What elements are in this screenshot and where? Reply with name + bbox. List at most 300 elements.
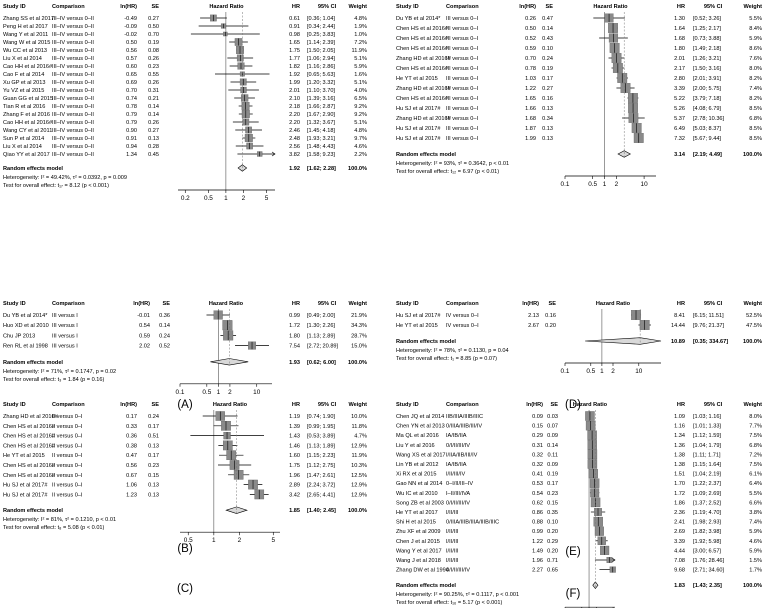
study-ln-hr: 1.06 [126,482,137,489]
study-weight: 12.9% [351,443,367,450]
study-weight: 7.4% [749,86,762,92]
x-axis-tick-label: 2 [614,181,619,188]
study-hr: 7.08 [674,558,685,564]
study-se: 0.27 [148,16,159,22]
study-ln-hr: 0.38 [126,443,137,450]
summary-hr: 1.85 [289,508,300,515]
study-ln-hr: 0.62 [532,500,543,507]
study-comparison: III–IV versus 0–II [52,128,94,134]
study-hr: 1.19 [289,414,300,420]
study-ln-hr: 0.50 [525,26,536,32]
header-weight: Weight [743,402,762,408]
study-comparison: III versus 0–I [446,106,479,112]
study-se: 0.14 [148,112,159,118]
study-weight: 3.8% [749,510,762,516]
study-weight: 6.6% [749,500,762,507]
study-hr: 2.18 [289,104,300,110]
study-ln-hr: 0.59 [139,333,150,340]
study-ln-hr: 2.27 [532,567,543,574]
study-comparison: II versus 0–I [52,453,83,460]
study-comparison: III–IV versus 0–II [52,64,94,70]
study-ci: [1.12; 2.75] [307,463,335,469]
study-weight: 47.5% [746,323,762,329]
summary-ci: [1.62; 2.28] [307,166,336,172]
x-axis-tick-label: 1 [212,537,216,545]
study-weight: 7.6% [749,56,762,62]
study-ci: [0.65; 5.63] [307,72,335,78]
study-se: 0.29 [547,538,558,545]
study-hr: 2.20 [289,120,300,126]
study-weight: 1.7% [749,567,762,574]
study-weight: 9.2% [354,104,367,110]
study-hr: 1.75 [289,463,300,469]
study-ln-hr: 0.69 [126,80,137,86]
study-se: 0.14 [159,323,170,330]
study-hr: 2.20 [289,112,300,118]
study-ci: [0.34; 2.44] [307,24,335,30]
study-ln-hr: 0.32 [532,452,543,459]
study-comparison: III–IV versus 0–II [52,32,94,38]
study-id: Zhu XF et al 2009 [396,529,441,536]
study-hr: 2.48 [289,136,300,142]
study-hr: 2.56 [289,144,300,150]
study-ln-hr: 0.17 [126,414,137,420]
study-ci: [1.82; 3.98] [693,529,721,536]
study-ln-hr: 0.79 [126,120,137,126]
header-se: SE [545,4,553,10]
study-ln-hr: 1.34 [126,152,137,158]
study-id: He YT et al 2017 [396,510,438,516]
study-comparison: I/II/III [446,558,459,564]
study-ci: [1.66; 2.87] [307,104,335,110]
study-ln-hr: 1.23 [126,492,137,499]
header-se: SE [548,301,556,307]
x-axis-tick-label: 0.5 [202,388,212,396]
study-ln-hr: 2.02 [139,343,150,350]
study-hr: 1.70 [674,481,685,488]
study-comparison: I/II/III [446,538,459,545]
study-weight: 7.2% [354,40,367,46]
study-se: 0.09 [547,433,558,440]
study-comparison: III versus 0–I [446,26,479,32]
panel-label: (C) [177,583,193,595]
study-hr: 1.96 [289,472,300,479]
study-id: Chen J et al 2015 [396,538,440,545]
header-study-id: Study ID [396,4,419,10]
study-comparison: IV versus 0–I [446,313,479,319]
study-ci: [1.39; 3.16] [307,96,335,102]
study-weight: 15.0% [351,343,367,350]
study-weight: 8.5% [749,106,762,112]
study-comparison: 0–I/II/III–IV [446,481,474,488]
study-ln-hr: 1.66 [525,106,536,112]
summary-label: Random effects model [396,339,456,345]
study-id: Chen HS et al 2016# [3,472,55,479]
study-ci: [0.49; 2.00] [307,313,335,319]
study-ci: [1.92; 5.98] [693,538,721,545]
study-hr: 1.43 [289,433,300,440]
x-axis-tick-label: 0.1 [560,368,570,375]
heterogeneity-text: Heterogeneity: I² = 49.42%, τ² = 0.0392, p = 0.009 [3,175,127,181]
x-axis-tick-label: 10 [253,388,261,396]
study-weight: 7.5% [749,462,762,468]
study-weight: 4.6% [354,144,367,150]
study-weight: 4.8% [354,16,367,22]
study-id: Cao HH et al 2016# [3,64,53,70]
study-weight: 8.5% [749,136,762,142]
study-ln-hr: 1.22 [525,86,536,92]
study-se: 0.17 [542,76,553,82]
study-ln-hr: 1.96 [532,558,543,564]
study-se: 0.47 [542,16,553,22]
study-se: 0.20 [547,548,558,555]
study-hr: 1.34 [674,433,685,440]
study-ln-hr: 0.79 [126,112,137,118]
forest-panel-a [3,4,367,411]
header-se: SE [151,4,159,10]
header-hr: HR [676,301,685,307]
study-hr: 3.39 [674,538,685,545]
study-ci: [4.08; 6.79] [693,106,721,112]
header-comparison: Comparison [446,4,479,10]
study-comparison: III versus 0–I [446,86,479,92]
study-ci: [1.25; 2.17] [693,26,721,32]
study-hr: 1.92 [289,72,300,78]
study-ci: [1.58; 9.23] [307,152,335,158]
study-se: 0.70 [148,32,159,38]
header-hr: HR [676,4,685,10]
study-hr: 1.60 [289,453,300,460]
heterogeneity-text: Heterogeneity: I² = 78%, τ² = 0.1130, p = 0.04 [396,348,509,354]
summary-hr: 1.83 [674,583,685,590]
study-se: 0.65 [547,567,558,574]
summary-hr: 1.93 [289,359,300,366]
header-comparison: Comparison [446,402,479,408]
study-id: Hu SJ et al 2017# [396,126,441,132]
study-ci: [1.50; 3.16] [693,66,721,72]
study-hr: 8.41 [674,313,685,319]
header-ln-hr: ln(HR) [519,4,536,10]
study-id: Wang J et al 2018 [396,558,441,564]
study-hr: 1.82 [289,64,300,70]
study-weight: 5.5% [749,490,762,497]
summary-weight: 100.0% [348,166,367,172]
study-se: 0.14 [547,442,558,449]
study-comparison: III–IV versus 0–II [52,88,94,94]
study-hr: 2.17 [674,66,685,72]
summary-hr: 1.92 [289,166,300,172]
study-ln-hr: 0.57 [126,56,137,62]
study-comparison: III–IV versus 0–II [52,16,94,22]
study-se: 0.15 [547,500,558,507]
study-weight: 8.2% [749,96,762,102]
study-weight: 10.0% [351,414,367,420]
study-ci: [1.15; 1.64] [693,462,721,468]
study-id: Lin YB et al 2012 [396,462,439,468]
study-ci: [1.20; 3.32] [307,80,335,86]
study-comparison: III–IV versus 0–II [52,120,94,126]
study-se: 0.19 [542,66,553,72]
study-comparison: IV versus 0–I [446,323,479,329]
study-ci: [1.09; 2.69] [693,490,721,497]
study-ci: [1.98; 2.93] [693,519,721,526]
study-ci: [1.26; 3.21] [693,56,721,62]
study-hr: 1.72 [674,490,685,497]
header-study-id: Study ID [396,402,419,408]
study-id: Chen YN et al 2013 [396,423,445,430]
header-hazard-ratio: Hazard Ratio [208,301,244,307]
study-ci: [1.22; 2.37] [693,481,721,488]
study-hr: 0.91 [289,24,300,30]
x-axis-tick-label: 1 [600,368,604,375]
study-id: Hu SJ et al 2017# [3,482,48,489]
study-se: 0.71 [547,558,558,564]
study-comparison: I/II/III [446,548,459,555]
study-ci: [1.13; 1.89] [307,443,335,450]
study-hr: 7.54 [289,343,300,350]
header-95-ci: 95% CI [703,4,723,10]
study-hr: 5.26 [674,106,685,112]
study-ci: [5.03; 8.37] [693,126,721,132]
study-id: Hu SJ et al 2017# [396,106,441,112]
study-comparison: III versus 0–I [446,36,479,42]
study-se: 0.52 [159,343,170,350]
study-hr: 3.39 [674,86,685,92]
study-comparison: I/II/III [446,529,459,536]
study-ln-hr: 0.70 [525,56,536,62]
study-ci: [2.01; 3.91] [693,76,721,82]
study-id: Guan GG et al 2015 [3,96,54,102]
study-comparison: 0/I/II/III/IV [446,567,470,574]
study-weight: 2.2% [354,152,367,158]
study-ci: [2.00; 5.75] [693,86,721,92]
x-axis-tick-label: 0.5 [588,181,598,188]
study-ci: [1.14; 2.39] [307,40,335,46]
study-ci: [2.24; 3.72] [307,482,335,489]
study-ci: [1.04; 2.19] [693,471,721,478]
study-ci: [1.01; 1.33] [693,423,721,430]
study-id: Chen HS et al 2016# [396,36,448,42]
study-se: 0.11 [547,452,558,459]
study-weight: 6.8% [749,442,762,449]
study-ci: [1.03; 1.16] [693,414,721,420]
study-ci: [9.76; 21.37] [693,323,725,329]
study-comparison: II versus 0–I [52,443,83,450]
study-se: 0.31 [148,88,159,94]
study-comparison: III versus 0–I [446,96,479,102]
header-hr: HR [291,402,300,408]
study-comparison: III–IV versus 0–II [52,104,94,110]
study-comparison: 0/I/II/III/IV [446,500,470,507]
study-weight: 8.0% [749,66,762,72]
study-hr: 2.46 [289,128,300,134]
study-se: 0.19 [148,40,159,46]
study-ci: [0.53; 3.89] [307,433,335,440]
x-axis-tick-label: 1 [602,181,607,188]
study-id: Zhang HD et al 2016# [396,116,451,122]
study-id: Liu X et al 2014 [3,144,42,150]
study-weight: 8.0% [749,414,762,420]
study-weight: 5.5% [749,16,762,22]
study-comparison: III–IV versus 0–II [52,72,94,78]
study-weight: 4.7% [354,433,367,440]
study-hr: 2.69 [674,529,685,536]
study-id: Zhang HD et al 2016# [396,86,451,92]
study-hr: 7.32 [674,136,685,142]
study-ln-hr: 1.22 [532,538,543,545]
study-ci: [6.15; 11.51] [693,313,724,319]
x-axis-tick-label: 10 [640,181,648,188]
header-hr: HR [291,301,300,307]
study-weight: 5.9% [749,529,762,536]
study-ln-hr: 0.54 [139,323,150,330]
study-hr: 1.09 [674,414,685,420]
summary-label: Random effects model [3,359,63,366]
study-se: 0.27 [542,86,553,92]
study-ci: [1.16; 2.86] [307,64,335,70]
study-se: 0.36 [159,313,170,319]
study-se: 0.43 [542,36,553,42]
study-id: Shi H et al 2015 [396,519,436,526]
study-id: Chen HS et al 2016# [3,443,55,450]
study-weight: 6.1% [749,471,762,478]
summary-weight: 100.0% [743,583,762,590]
study-se: 0.34 [542,116,553,122]
study-se: 0.03 [547,414,558,420]
study-comparison: II versus 0–I [52,423,83,430]
panel-label: (E) [565,546,581,558]
study-id: Chen HS et al 2016# [396,66,448,72]
overall-effect-text: Test for overall effect: t₈ = 5.08 (p < 0.01) [3,525,105,532]
summary-ci: [0.62; 6.00] [307,359,336,366]
study-weight: 1.0% [354,32,367,38]
study-se: 0.13 [148,443,159,450]
study-id: Du YB et al 2014* [3,313,48,319]
header-comparison: Comparison [446,301,479,307]
header-ln-hr: ln(HR) [133,301,150,307]
study-weight: 8.5% [749,126,762,132]
study-se: 0.23 [148,463,159,469]
study-ln-hr: 0.31 [532,442,543,449]
x-axis-tick-label: 1 [216,388,221,396]
summary-weight: 100.0% [743,339,762,345]
study-se: 0.10 [542,46,553,52]
study-id: Wang Y et al 2017 [396,548,442,555]
study-ci: [0.25; 3.83] [307,32,335,38]
study-id: Wang XS et al 2017 [396,452,446,459]
heterogeneity-text: Heterogeneity: I² = 71%, τ² = 0.1747, p = 0.02 [3,368,117,375]
summary-hr: 10.89 [671,339,685,345]
header-hr: HR [291,4,300,10]
summary-hr: 3.14 [674,152,685,158]
header-comparison: Comparison [52,402,85,408]
study-weight: 7.5% [749,433,762,440]
study-ln-hr: 0.50 [126,40,137,46]
study-hr: 1.38 [674,462,685,468]
study-ci: [1.15; 2.23] [307,453,335,460]
study-ln-hr: 1.99 [525,136,536,142]
study-se: 0.45 [148,152,159,158]
study-ln-hr: 0.74 [126,96,137,102]
study-comparison: III–IV versus 0–II [52,144,94,150]
study-ln-hr: 0.26 [525,16,536,22]
study-comparison: III–IV versus 0–II [52,56,94,62]
study-ln-hr: 0.54 [532,490,543,497]
study-se: 0.13 [542,106,553,112]
study-hr: 1.72 [289,323,300,330]
study-hr: 2.01 [674,56,685,62]
header-ln-hr: ln(HR) [526,402,543,408]
study-id: Chen HS et al 2016# [396,26,448,32]
study-weight: 8.6% [749,46,762,52]
study-comparison: IIB/IIIA/IIIB/IIIC [446,414,483,420]
header-study-id: Study ID [396,301,419,307]
summary-label: Random effects model [3,508,63,515]
summary-ci: [0.35; 334.67] [693,339,729,345]
study-ci: [5.67; 9.44] [693,136,721,142]
header-hr: HR [676,402,685,408]
study-weight: 5.1% [354,56,367,62]
summary-ci: [1.43; 2.35] [693,583,722,590]
study-id: Qiao YY et al 2017 [3,152,50,158]
study-ln-hr: 0.29 [532,433,543,440]
study-hr: 1.65 [289,40,300,46]
study-se: 0.51 [148,433,159,440]
study-hr: 6.49 [674,126,685,132]
study-se: 0.26 [148,56,159,62]
header-95-ci: 95% CI [317,301,337,307]
study-hr: 9.68 [674,567,685,574]
study-comparison: III versus 0–I [446,116,479,122]
study-id: Liu X et al 2014 [3,56,42,62]
study-ci: [1.47; 2.61] [307,472,335,479]
study-hr: 1.68 [674,36,685,42]
study-ci: [2.65; 4.41] [307,492,335,499]
study-comparison: III versus 0–I [446,126,479,132]
study-hr: 4.44 [674,548,685,555]
panel-label: (D) [565,399,581,411]
study-ln-hr: 0.94 [126,144,137,150]
study-ci: [1.76; 28.46] [693,558,725,564]
study-comparison: III versus 0–I [446,46,479,52]
header-ln-hr: ln(HR) [120,402,137,408]
header-se: SE [151,402,159,408]
study-id: Yu VZ et al 2015 [3,88,45,94]
overall-effect-text: Test for overall effect: t₁ = 8.85 (p = 0.07) [396,356,497,362]
study-hr: 0.98 [289,32,300,38]
study-comparison: 0/IIIA/IIIB/III/IV [446,423,483,430]
study-ci: [0.73; 3.88] [693,36,721,42]
study-comparison: III–IV versus 0–II [52,136,94,142]
study-ln-hr: 0.09 [532,414,543,420]
heterogeneity-text: Heterogeneity: I² = 90.25%, τ² = 0.1117, p < 0.001 [396,592,520,599]
header-weight: Weight [348,301,367,307]
study-ln-hr: 0.56 [126,463,137,469]
study-hr: 1.80 [289,333,300,340]
study-weight: 9.2% [354,112,367,118]
study-se: 0.21 [148,96,159,102]
x-axis-tick-label: 2 [228,388,232,396]
study-se: 0.35 [547,510,558,516]
study-ci: [0.52; 3.26] [693,16,721,22]
study-hr: 0.99 [289,313,300,319]
study-weight: 4.0% [354,88,367,94]
study-hr: 1.46 [289,443,300,450]
study-id: Zhang SS et al 2017 [3,16,55,22]
study-hr: 1.39 [289,423,300,430]
x-axis-tick-label: 0.5 [183,537,193,545]
study-comparison: III–IV versus 0–II [52,40,94,46]
